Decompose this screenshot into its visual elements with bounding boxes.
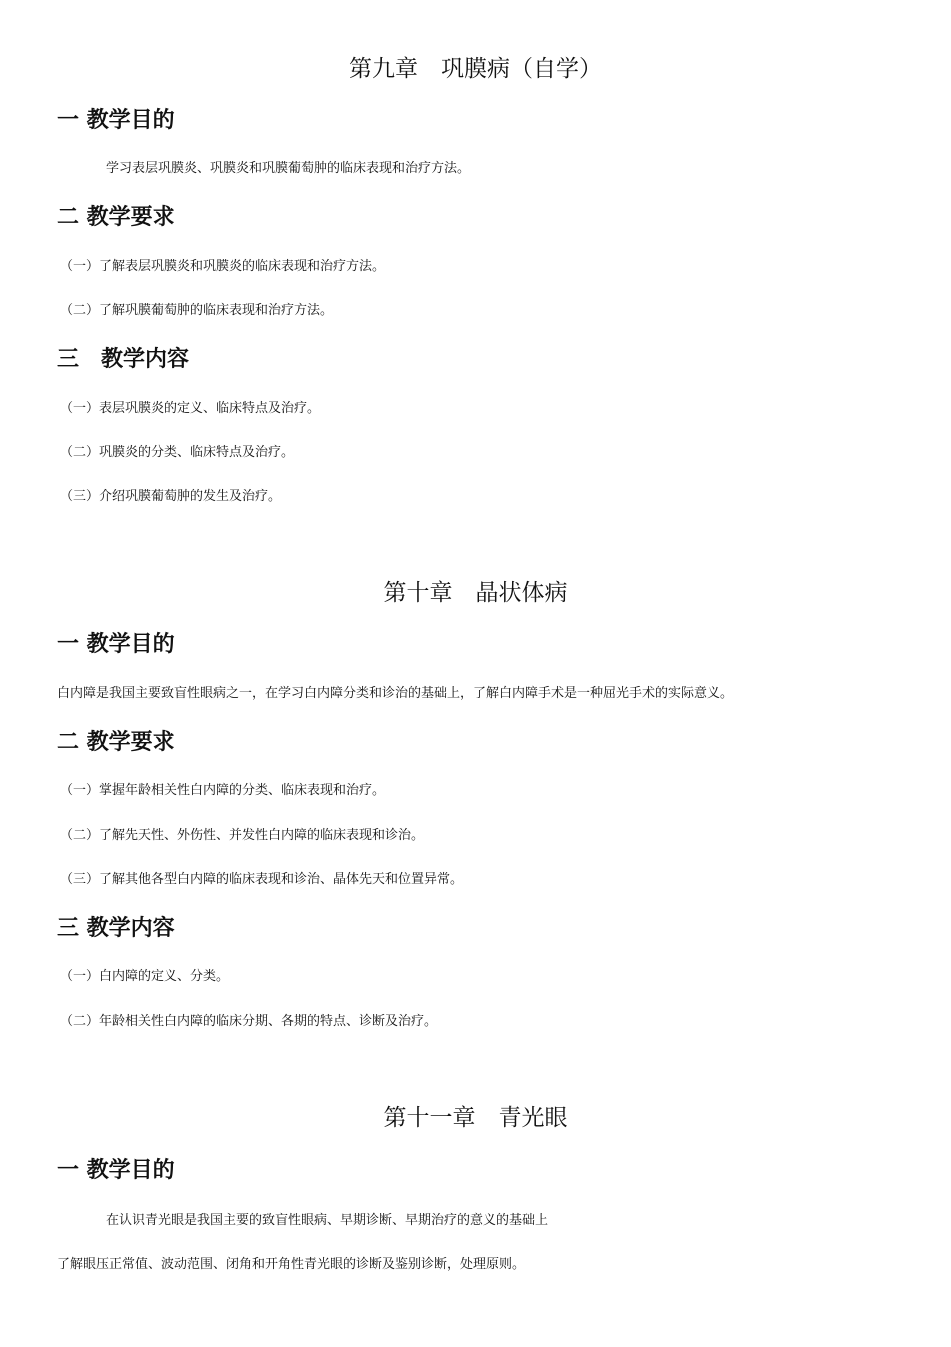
ch9-objective-heading: 一 教学目的 bbox=[57, 107, 175, 133]
ch11-objective-text: 了解眼压正常值、波动范围、闭角和开角性青光眼的诊断及鉴别诊断，处理原则。 bbox=[57, 1257, 526, 1272]
ch11-objective-heading: 一 教学目的 bbox=[57, 1157, 175, 1183]
ch10-requirement-item: （一）掌握年龄相关性白内障的分类、临床表现和治疗。 bbox=[60, 783, 386, 798]
ch9-requirements-heading: 二 教学要求 bbox=[57, 204, 175, 230]
ch11-objective-text: 在认识青光眼是我国主要的致盲性眼病、早期诊断、早期治疗的意义的基础上 bbox=[106, 1213, 549, 1228]
ch10-content-item: （一）白内障的定义、分类。 bbox=[60, 969, 230, 984]
ch9-content-heading: 三 教学内容 bbox=[57, 346, 190, 372]
ch10-content-item: （二）年龄相关性白内障的临床分期、各期的特点、诊断及治疗。 bbox=[60, 1014, 438, 1029]
chapter-11-title: 第十一章 青光眼 bbox=[383, 1105, 568, 1131]
ch10-objective-text: 白内障是我国主要致盲性眼病之一，在学习白内障分类和诊治的基础上，了解白内障手术是一种屈光手术的实际意义。 bbox=[57, 686, 734, 701]
ch10-requirement-item: （三）了解其他各型白内障的临床表现和诊治、晶体先天和位置异常。 bbox=[60, 872, 464, 887]
ch9-content-item: （三）介绍巩膜葡萄肿的发生及治疗。 bbox=[60, 489, 282, 504]
ch9-requirement-item: （一）了解表层巩膜炎和巩膜炎的临床表现和治疗方法。 bbox=[60, 259, 386, 274]
ch10-requirements-heading: 二 教学要求 bbox=[57, 729, 175, 755]
ch9-content-item: （一）表层巩膜炎的定义、临床特点及治疗。 bbox=[60, 401, 321, 416]
chapter-9-title: 第九章 巩膜病（自学） bbox=[349, 56, 602, 82]
chapter-10-title: 第十章 晶状体病 bbox=[383, 580, 568, 606]
ch9-requirement-item: （二）了解巩膜葡萄肿的临床表现和治疗方法。 bbox=[60, 303, 334, 318]
ch9-content-item: （二）巩膜炎的分类、临床特点及治疗。 bbox=[60, 445, 295, 460]
ch10-content-heading: 三 教学内容 bbox=[57, 915, 175, 941]
ch10-requirement-item: （二）了解先天性、外伤性、并发性白内障的临床表现和诊治。 bbox=[60, 828, 425, 843]
ch9-objective-text: 学习表层巩膜炎、巩膜炎和巩膜葡萄肿的临床表现和治疗方法。 bbox=[106, 161, 471, 176]
ch10-objective-heading: 一 教学目的 bbox=[57, 631, 175, 657]
